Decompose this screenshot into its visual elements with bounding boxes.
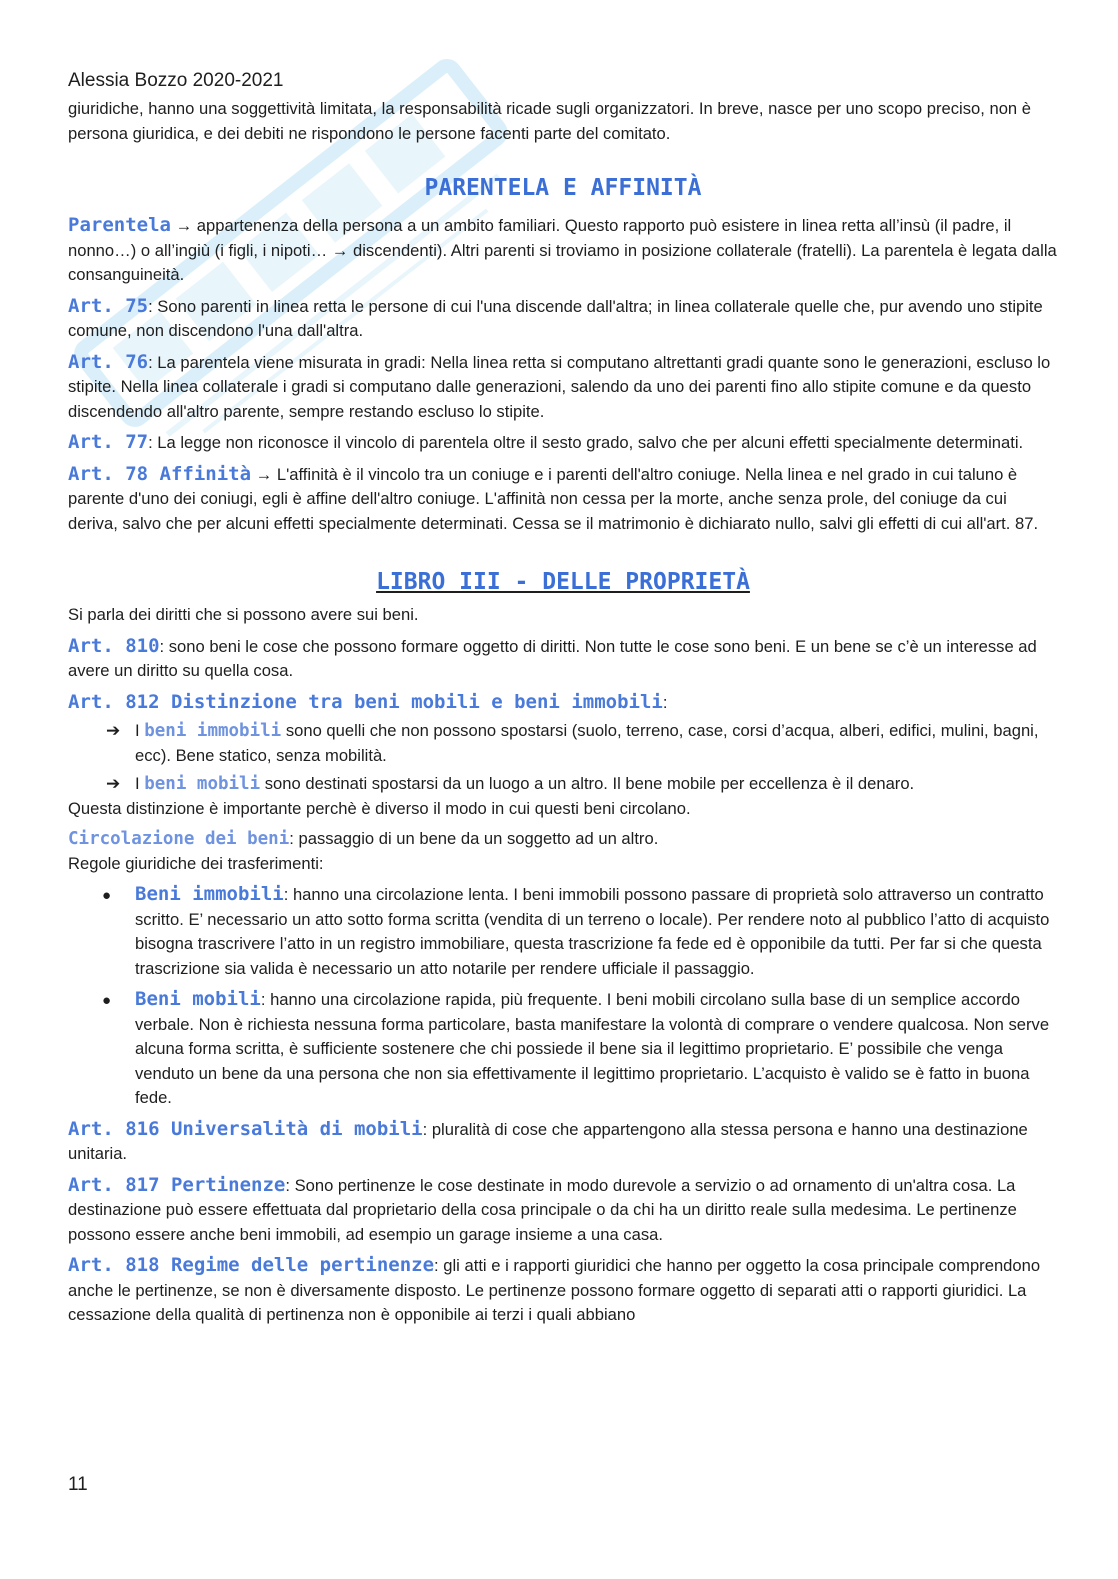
paragraph-art816 — [68, 1117, 1058, 1167]
term-beni-mobili: beni mobili — [144, 774, 261, 794]
paragraph-text: : Sono parenti in linea retta le persone di cui l'una discende dall'altra; in linea collaterale quelle che, pur avendo uno stipite comune, non discendono l'una dall'altra. — [68, 296, 1043, 340]
term-parentela: Parentela — [68, 214, 171, 236]
page-number: 11 — [68, 1474, 88, 1495]
list-item-prefix: I — [135, 721, 145, 740]
list-item — [68, 772, 1058, 797]
bullet-icon: ● — [102, 887, 112, 904]
paragraph-regole: Regole giuridiche dei trasferimenti: — [68, 853, 324, 873]
section-title-libro-iii — [68, 566, 1058, 597]
term-beni-immobili: Beni immobili — [135, 883, 284, 905]
paragraph-art78 — [68, 462, 1058, 537]
paragraph-art75 — [68, 294, 1058, 344]
intro-paragraph: giuridiche, hanno una soggettività limitata, la responsabilità ricade sugli organizzatori. In breve, nasce per uno scopo preciso, non è persona giuridica, e dei debiti ne rispondono le persone facenti parte del comitato. — [68, 99, 1032, 143]
paragraph-art76 — [68, 350, 1058, 425]
term-art810: Art. 810 — [68, 634, 160, 657]
paragraph-art810 — [68, 634, 1058, 684]
document-body — [68, 97, 1058, 1328]
list-item — [68, 882, 1058, 981]
paragraph-text: : passaggio di un bene da un soggetto ad un altro. — [289, 829, 659, 848]
term-art75: Art. 75 — [68, 294, 149, 317]
term-beni-immobili: beni immobili — [144, 721, 282, 741]
list-item-text: sono destinati spostarsi da un luogo a un altro. Il bene mobile per eccellenza è il denaro. — [260, 774, 915, 793]
arrow-list — [68, 719, 1058, 797]
paragraph-text: : La legge non riconosce il vincolo di parentela oltre il sesto grado, salvo che per alcuni effetti specialmente determinati. — [148, 433, 1024, 452]
term-art818: Art. 818 Regime delle pertinenze — [68, 1254, 435, 1276]
list-item-text: sono quelli che non possono spostarsi (suolo, terreno, case, corsi d’acqua, alberi, edifici, mulini, bagni, ecc). Bene statico, senza mobilità. — [135, 721, 1039, 765]
term-circolazione: Circolazione dei beni — [68, 829, 290, 849]
paragraph-text: : Sono pertinenze le cose destinate in modo durevole a servizio o ad ornamento di un'altra cosa. La destinazione può essere effettuata dal proprietario della cosa principale o da chi ha un diritto reale sulla medesima. Le pertinenze possono essere anche beni immobili, ad esempio un garage insieme a una casa. — [68, 1175, 1017, 1244]
paragraph-art818 — [68, 1253, 1058, 1328]
bullet-icon: ● — [102, 992, 112, 1009]
term-beni-mobili: Beni mobili — [135, 988, 261, 1010]
section-title-parentela — [68, 172, 1058, 203]
paragraph-text: → appartenenza della persona a un ambito familiari. Questo rapporto può esistere in linea retta all’insù (il padre, il nonno…) o all’ingiù (i figli, i nipoti… → discendenti). Altri parenti si troviamo in posizione collaterale (fratelli). La parentela è legata dalla consanguineità. — [68, 216, 1057, 284]
paragraph-parentela — [68, 213, 1058, 288]
term-art77: Art. 77 — [68, 431, 149, 453]
paragraph-text: : sono beni le cose che possono formare oggetto di diritti. Non tutte le cose sono beni. E un bene se c’è un interesse ad avere un diritto su quella cosa. — [68, 636, 1037, 680]
author-header: Alessia Bozzo 2020-2021 — [68, 70, 284, 91]
paragraph-text: : pluralità di cose che appartengono alla stessa persona e hanno una destinazione unitaria. — [68, 1119, 1028, 1163]
paragraph-text: : — [662, 692, 668, 712]
paragraph-art812 — [68, 690, 1058, 716]
paragraph-circolazione — [68, 827, 1058, 852]
arrow-icon: ➔ — [106, 721, 121, 740]
list-item — [68, 719, 1058, 768]
term-art812: Art. 812 Distinzione tra beni mobili e beni immobili — [68, 690, 663, 713]
paragraph-libro-intro: Si parla dei diritti che si possono avere sui beni. — [68, 605, 419, 624]
term-art76: Art. 76 — [68, 350, 149, 373]
paragraph-art77 — [68, 430, 1058, 456]
bullet-list — [68, 882, 1058, 1111]
term-art78: Art. 78 Affinità — [68, 462, 252, 485]
paragraph-art817 — [68, 1173, 1058, 1248]
list-item-prefix: I — [135, 774, 145, 793]
list-item-text: : hanno una circolazione lenta. I beni immobili possono passare di proprietà solo attraverso un contratto scritto. E’ necessario un atto sotto forma scritta (vendita di un terreno o locale). Per rendere noto al pubblico l’atto di acquisto bisogna trascrivere l’atto in un registro immobiliare, questa trascrizione fa fede ed è opponibile da tutti. Per far si che questa trascrizione sia valida è necessario un atto notarile per rendere ufficiale il passaggio. — [135, 885, 1050, 978]
section-title-text: PARENTELA E AFFINITÀ — [424, 175, 702, 201]
list-item-text: : hanno una circolazione rapida, più frequente. I beni mobili circolano sulla base di un semplice accordo verbale. Non è richiesta nessuna forma particolare, basta manifestare la volontà di comprare o vendere qualcosa. Non serve alcuna forma scritta, è sufficiente sostenere che chi possiede il bene sia il legittimo proprietario. E’ possibile che venga venduto un bene da una persona che non sia effettivamente il legittimo proprietario. L’acquisto è valido se è fatto in buona fede. — [135, 990, 1050, 1107]
section-title-text: LIBRO III - DELLE PROPRIETÀ — [376, 569, 750, 595]
list-item — [68, 987, 1058, 1111]
paragraph-text: : gli atti e i rapporti giuridici che hanno per oggetto la cosa principale comprendono anche le pertinenze, se non è diversamente disposto. Le pertinenze possono formare oggetto di separati atti o rapporti giuridici. La cessazione della qualità di pertinenza non è opponibile ai terzi i quali abbiano — [68, 1256, 1041, 1324]
term-art816: Art. 816 Universalità di mobili — [68, 1117, 423, 1140]
arrow-icon: ➔ — [106, 774, 121, 793]
term-art817: Art. 817 Pertinenze — [68, 1173, 286, 1196]
paragraph-distinzione: Questa distinzione è importante perchè è diverso il modo in cui questi beni circolano. — [68, 798, 691, 818]
paragraph-text: : La parentela viene misurata in gradi: Nella linea retta si computano altrettanti gradi quante sono le generazioni, escluso lo stipite. Nella linea collaterale i gradi si computano dalle generazioni, salendo da uno dei parenti fino allo stipite comune e da questo discendendo all'altro parente, sempre restando escluso lo stipite. — [68, 352, 1051, 421]
paragraph-text: → L'affinità è il vincolo tra un coniuge e i parenti dell'altro coniuge. Nella linea e nel grado in cui taluno è parente d'uno dei coniugi, egli è affine dell'altro coniuge. L'affinità non cessa per la morte, anche senza prole, del coniuge da cui deriva, salvo che per alcuni effetti specialmente determinati. Cessa se il matrimonio è dichiarato nullo, salvi gli effetti di cui all'art. 87. — [68, 464, 1039, 533]
